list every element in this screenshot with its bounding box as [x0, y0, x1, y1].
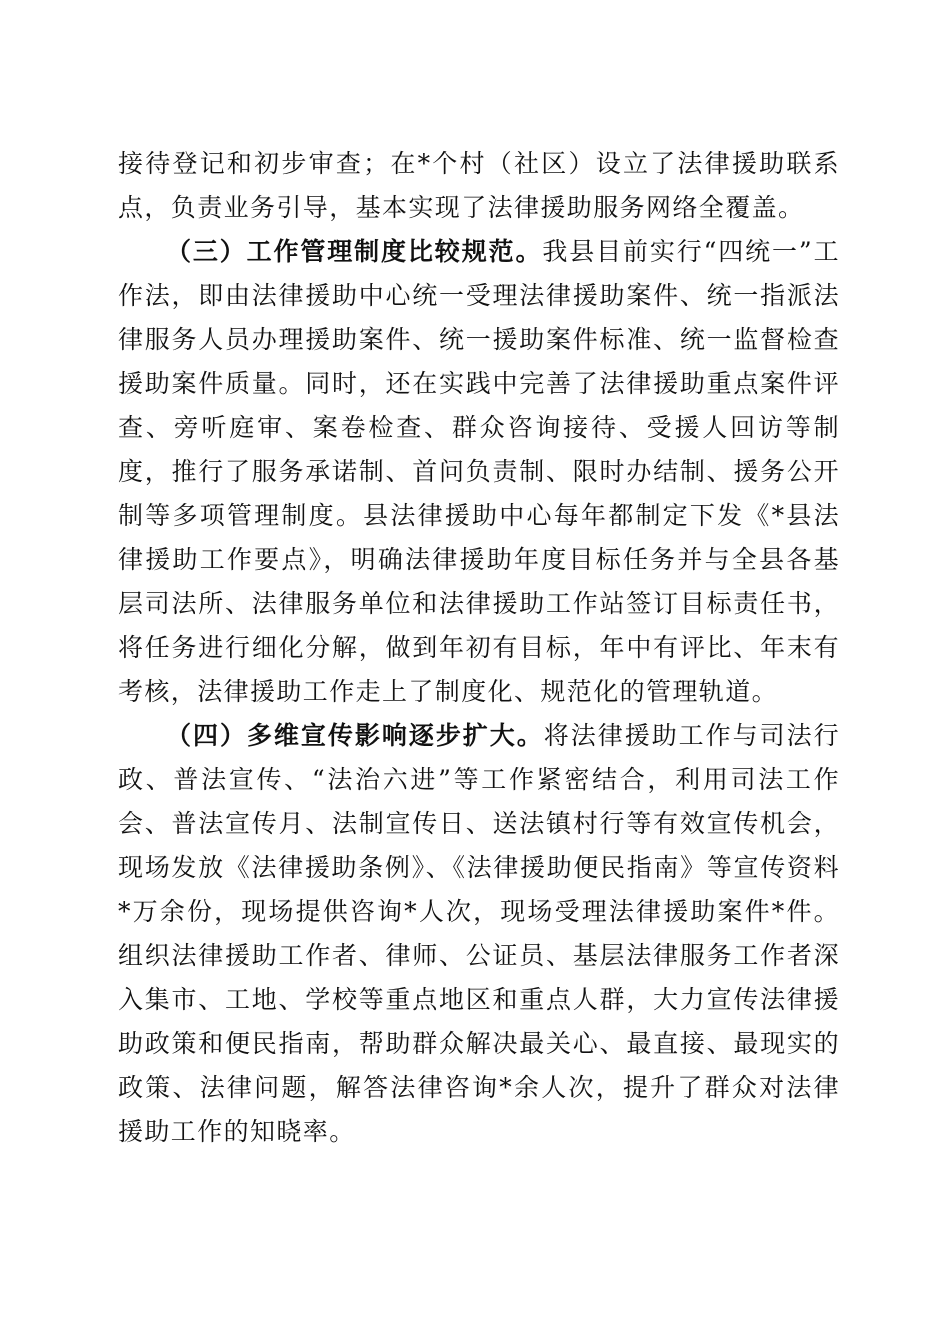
document-body [118, 142, 840, 1154]
paragraph-continuation [118, 142, 840, 230]
paragraph-body-text: 我县目前实行“四统一”工作法，即由法律援助中心统一受理法律援助案件、统一指派法律服务人员办理援助案件、统一援助案件标准、统一监督检查援助案件质量。同时，还在实践中完善了法律援助重点案件评查、旁听庭审、案卷检查、群众咨询接待、受援人回访等制度，推行了服务承诺制、首问负责制、限时办结制、援务公开制等多项管理制度。县法律援助中心每年都制定下发《*县法律援助工作要点》，明确法律援助年度目标任务并与全县各基层司法所、法律服务单位和法律援助工作站签订目标责任书，将任务进行细化分解，做到年初有目标，年中有评比、年末有考核，法律援助工作走上了制度化、规范化的管理轨道。 [118, 237, 840, 706]
paragraph-body-text: 将法律援助工作与司法行政、普法宣传、“法治六进”等工作紧密结合，利用司法工作会、普法宣传月、法制宣传日、送法镇村行等有效宣传机会，现场发放《法律援助条例》、《法律援助便民指南》等宣传资料*万余份，现场提供咨询*人次，现场受理法律援助案件*件。组织法律援助工作者、律师、公证员、基层法律服务工作者深入集市、工地、学校等重点地区和重点人群，大力宣传法律援助政策和便民指南，帮助群众解决最关心、最直接、最现实的政策、法律问题，解答法律咨询*余人次，提升了群众对法律援助工作的知晓率。 [118, 721, 840, 1146]
section-heading-three: （三）工作管理制度比较规范。 [166, 237, 543, 266]
paragraph-section-four [118, 714, 840, 1154]
paragraph-section-three [118, 230, 840, 714]
section-heading-four: （四）多维宣传影响逐步扩大。 [166, 721, 544, 750]
paragraph-body-text: 接待登记和初步审查；在*个村（社区）设立了法律援助联系点，负责业务引导，基本实现了法律援助服务网络全覆盖。 [118, 149, 840, 222]
